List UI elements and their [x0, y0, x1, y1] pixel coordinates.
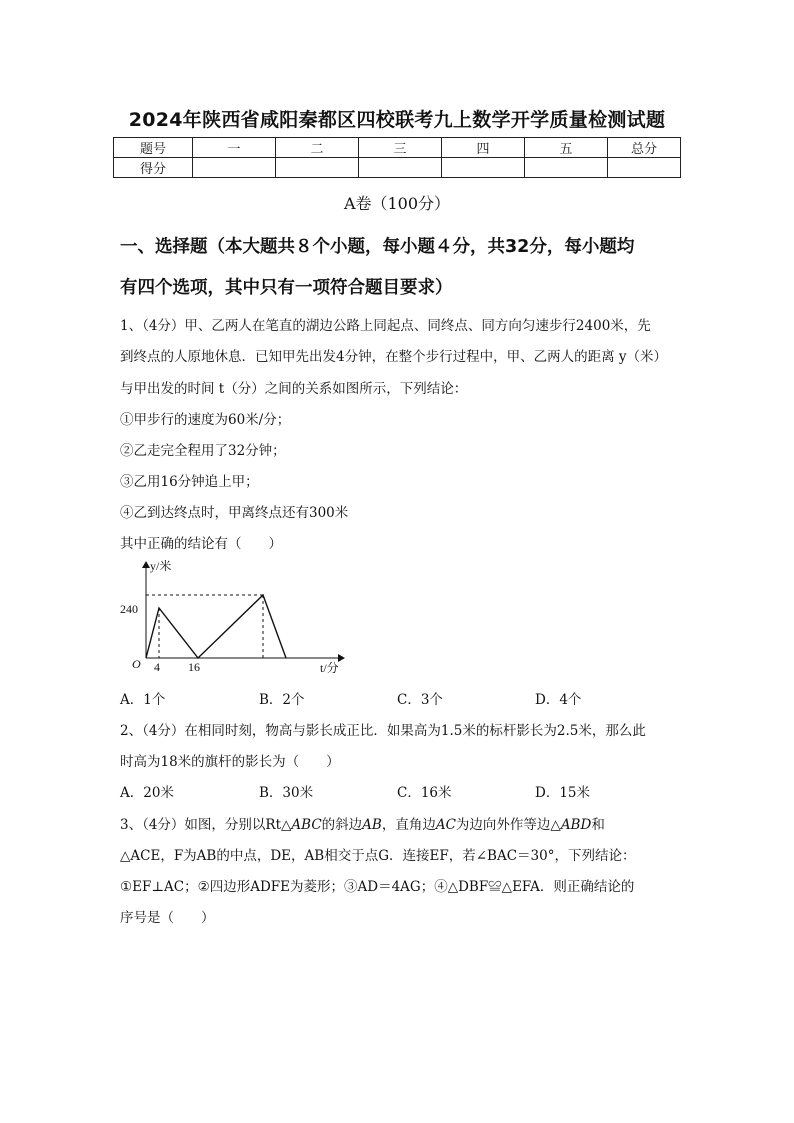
- distance-time-graph: [118, 556, 358, 678]
- score-header-cell: 一: [193, 138, 276, 158]
- q1-statement-4: ④乙到达终点时，甲离终点还有300米: [120, 505, 349, 521]
- score-table-score-row: [114, 158, 681, 178]
- score-cell[interactable]: [608, 158, 681, 178]
- score-row-label: 得分: [114, 158, 193, 178]
- section1-heading-line1: 一、选择题（本大题共８个小题，每小题４分，共32分，每小题均: [120, 237, 635, 257]
- q3-text-line3: ①EF⊥AC；②四边形ADFE为菱形；③AD＝4AG；④△DBF≌△EFA．则正确结论的: [120, 879, 635, 895]
- q2-option-a[interactable]: A．20米: [120, 785, 174, 801]
- q1-option-b[interactable]: B．2个: [259, 692, 305, 708]
- origin-label: O: [132, 657, 141, 671]
- score-header-cell: 总分: [608, 138, 681, 158]
- q1-text-line1: 1、（4分）甲、乙两人在笔直的湖边公路上同起点、同终点、同方向匀速步行2400米，先: [120, 318, 651, 334]
- score-header-cell: 二: [276, 138, 359, 158]
- q1-prompt: 其中正确的结论有（ ）: [120, 536, 282, 552]
- q2-text-line1: 2、（4分）在相同时刻，物高与影长成正比．如果高为1.5米的标杆影长为2.5米，那么此: [120, 723, 646, 739]
- q2-option-b[interactable]: B．30米: [259, 785, 314, 801]
- q1-text-line2: 到终点的人原地休息．已知甲先出发4分钟，在整个步行过程中，甲、乙两人的距离 y（米）: [120, 349, 668, 365]
- x-tick-16: 16: [188, 660, 200, 674]
- q3-text-line2: △ACE，F为AB的中点，DE，AB相交于点G．连接EF，若∠BAC＝30°，下列结论：: [120, 848, 636, 864]
- q2-text-line2: 时高为18米的旗杆的影长为（ ）: [120, 754, 340, 770]
- q1-statement-1: ①甲步行的速度为60米/分；: [120, 412, 291, 428]
- q1-option-d[interactable]: D．4个: [535, 692, 582, 708]
- q1-statement-3: ③乙用16分钟追上甲；: [120, 474, 259, 490]
- q3-text-line4: 序号是（ ）: [120, 910, 215, 926]
- score-table-header-row: [114, 138, 681, 158]
- score-header-cell: 五: [525, 138, 608, 158]
- score-header-cell: 四: [442, 138, 525, 158]
- y-tick-240: 240: [120, 602, 138, 616]
- distance-curve: [146, 595, 286, 658]
- score-table: [113, 137, 681, 178]
- x-tick-4: 4: [154, 660, 160, 674]
- score-cell[interactable]: [359, 158, 442, 178]
- q2-option-c[interactable]: C．16米: [397, 785, 452, 801]
- score-header-cell: 题号: [114, 138, 193, 158]
- score-header-cell: 三: [359, 138, 442, 158]
- q1-text-line3: 与甲出发的时间 t（分）之间的关系如图所示，下列结论：: [120, 381, 468, 397]
- exam-title: 2024年陕西省咸阳秦都区四校联考九上数学开学质量检测试题: [128, 109, 666, 131]
- section-a-title: A卷（100分）: [343, 194, 451, 213]
- score-cell[interactable]: [276, 158, 359, 178]
- q2-option-d[interactable]: D．15米: [535, 785, 591, 801]
- score-cell[interactable]: [525, 158, 608, 178]
- y-axis-label: y/米: [150, 559, 172, 573]
- x-axis-label: t/分: [320, 661, 339, 675]
- q1-option-c[interactable]: C．3个: [397, 692, 443, 708]
- score-cell[interactable]: [442, 158, 525, 178]
- q3-text-line1: 3、（4分）如图，分别以Rt△ABC的斜边AB，直角边AC为边向外作等边△ABD和: [120, 817, 605, 833]
- section1-heading-line2: 有四个选项，其中只有一项符合题目要求）: [120, 278, 453, 298]
- q1-statement-2: ②乙走完全程用了32分钟；: [120, 443, 286, 459]
- score-cell[interactable]: [193, 158, 276, 178]
- q1-option-a[interactable]: A．1个: [120, 692, 166, 708]
